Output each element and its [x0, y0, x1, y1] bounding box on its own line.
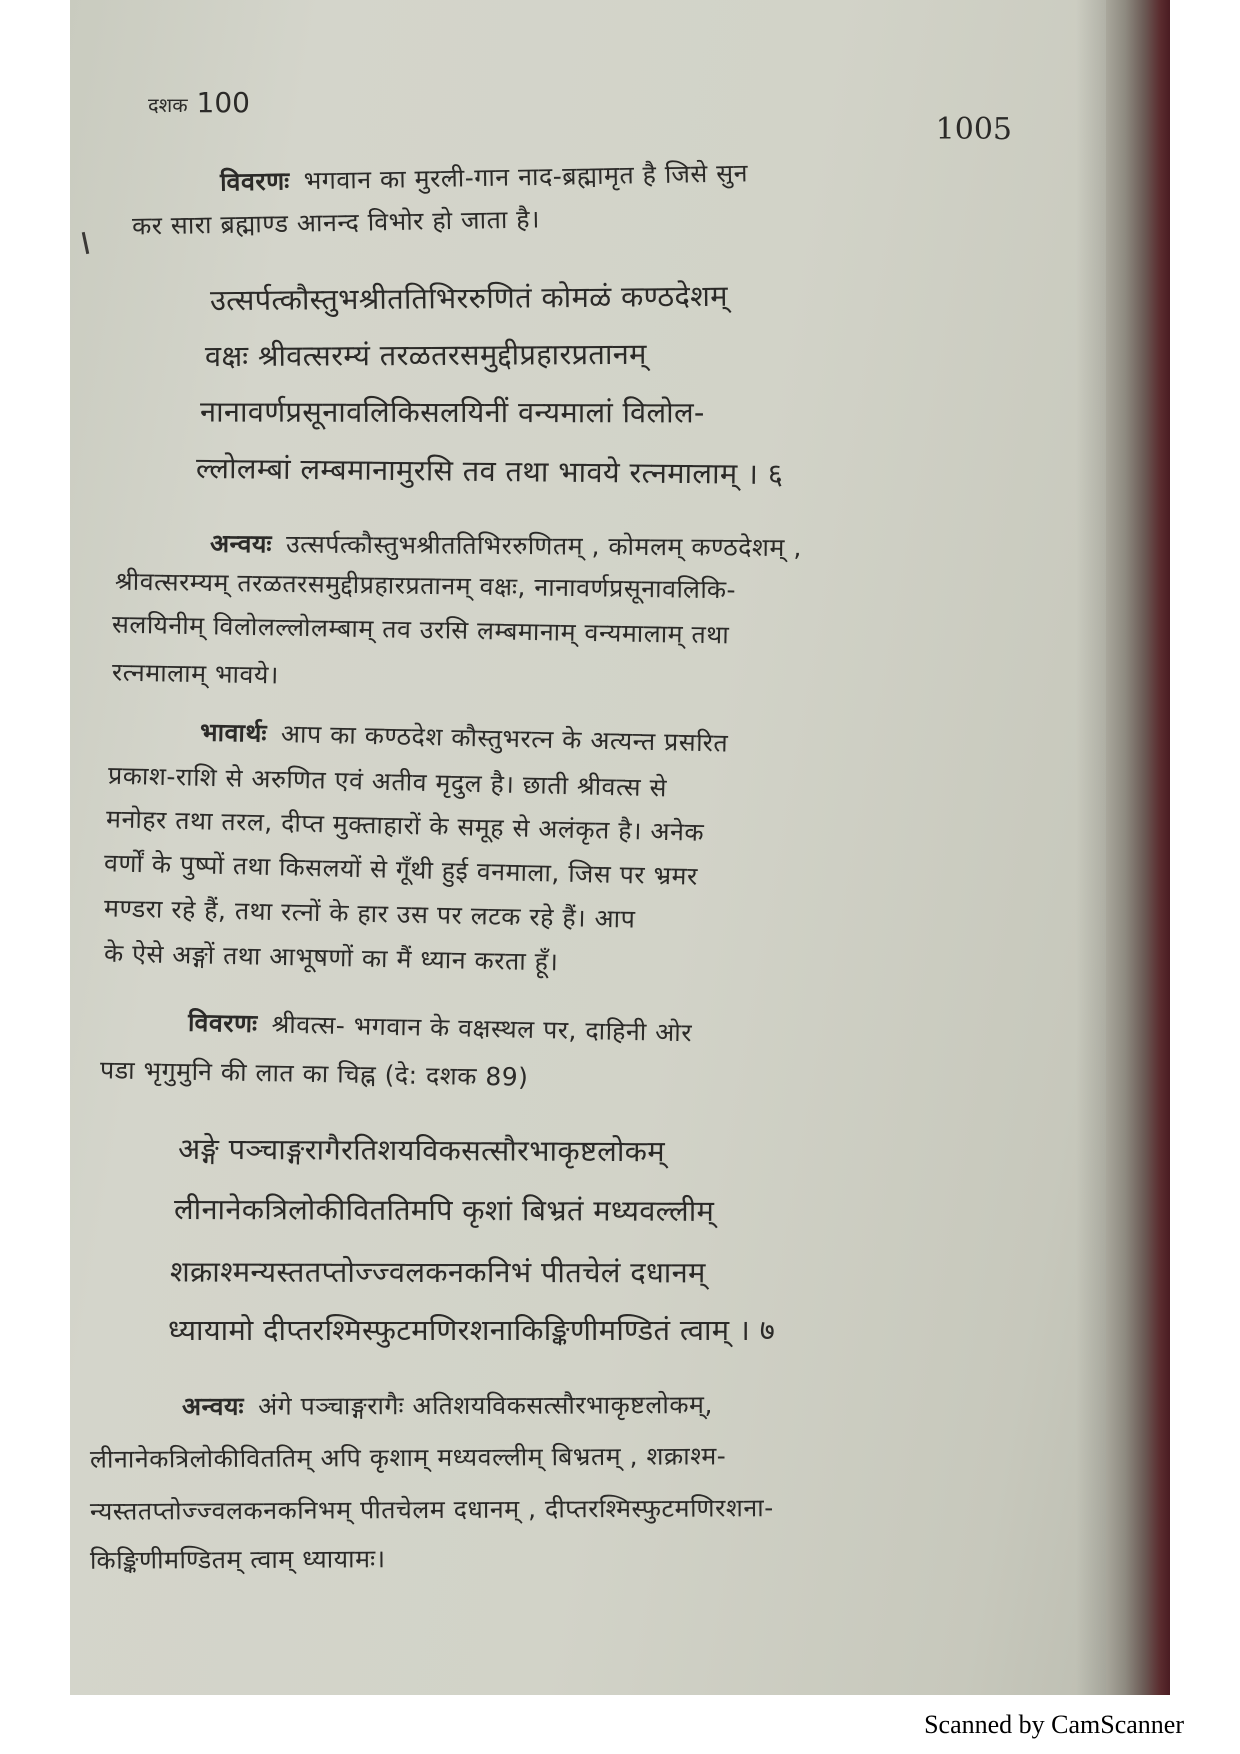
page-text	[70, 0, 1170, 1695]
block-5-line-1	[188, 1005, 693, 1050]
section-number: 100	[196, 86, 250, 119]
verse-6-line-2: वक्षः श्रीवत्सरम्यं तरळतरसमुद्दीप्रहारप्रतानम्	[204, 336, 647, 374]
block-7-line-4: किङ्किणीमण्डितम् त्वाम् ध्यायामः।	[89, 1544, 386, 1575]
section-label: दशक	[148, 93, 188, 117]
block-4-line-2: प्रकाश-राशि से अरुणित एवं अतीव मृदुल है। छाती श्रीवत्स से	[107, 760, 668, 803]
block-3-line-2: श्रीवत्सरम्यम् तरळतरसमुद्दीप्रहारप्रतानम् वक्षः, नानावर्णप्रसूनावलिकि-	[114, 566, 737, 605]
block-7-label: अन्वयः	[181, 1391, 245, 1421]
verse-6-line-3: नानावर्णप्रसूनावलिकिसलयिनीं वन्यमालां विलोल-	[199, 394, 705, 430]
scanner-watermark: Scanned by CamScanner	[924, 1710, 1184, 1739]
block-4-line-5: मण्डरा रहे हैं, तथा रत्नों के हार उस पर लटक रहे हैं। आप	[103, 893, 636, 934]
verse-7-line-1: अङ्गे पञ्चाङ्गरागैरतिशयविकसत्सौरभाकृष्टलोकम्	[177, 1131, 666, 1169]
scanned-page-photo	[70, 0, 1170, 1695]
block-5-line-2: पडा भृगुमुनि की लात का चिह्न (दे: दशक 89)	[99, 1055, 529, 1092]
block-5-label: विवरणः	[187, 1007, 258, 1039]
block-1-text-1: भगवान का मुरली-गान नाद-ब्रह्मामृत है जिसे सुन	[303, 158, 749, 196]
block-7-line-2: लीनानेकत्रिलोकीविततिम् अपि कृशाम् मध्यवल्लीम् बिभ्रतम् , शक्राश्म-	[89, 1441, 727, 1474]
block-3-line-3: सलयिनीम् विलोलल्लोलम्बाम् तव उरसि लम्बमानाम् वन्यमालाम् तथा	[111, 609, 730, 650]
block-7-line-1	[182, 1387, 713, 1423]
verse-6-line-4: ल्लोलम्बां लम्बमानामुरसि तव तथा भावये रत्नमालाम् । ६	[195, 450, 784, 492]
block-1-line-2: कर सारा ब्रह्माण्ड आनन्द विभोर हो जाता है।	[131, 204, 541, 241]
block-1-label: विवरणः	[219, 166, 290, 197]
section-header	[148, 86, 250, 119]
block-4-line-4: वर्णों के पुष्पों तथा किसलयों से गूँथी हुई वनमाला, जिस पर भ्रमर	[103, 848, 699, 891]
block-4-line-1	[200, 714, 729, 759]
block-3-text-1: उत्सर्पत्कौस्तुभश्रीततिभिररुणितम् , कोमलम् कण्ठदेशम् ,	[285, 529, 802, 563]
block-4-label: भावार्थः	[199, 717, 268, 748]
block-7-line-3: न्यस्ततप्तोज्ज्वलकनकनिभम् पीतचेलम दधानम् , दीप्तरश्मिस्फुटमणिरशना-	[89, 1493, 774, 1526]
block-7-text-1: अंगे पञ्चाङ्गरागैः अतिशयविकसत्सौरभाकृष्टलोकम्,	[257, 1390, 713, 1421]
block-3-label: अन्वयः	[209, 528, 273, 559]
verse-7-line-4: ध्यायामो दीप्तरश्मिस्फुटमणिरशनाकिङ्किणीमण्डितं त्वाम् । ७	[168, 1313, 776, 1347]
block-3-line-4: रत्नमालाम् भावये।	[111, 657, 280, 690]
verse-6-line-1: उत्सर्पत्कौस्तुभश्रीततिभिररुणितं कोमळं कण्ठदेशम्	[209, 278, 728, 318]
verse-7-line-2: लीनानेकत्रिलोकीविततिमपि कृशां बिभ्रतं मध्यवल्लीम्	[173, 1192, 715, 1228]
verse-7-line-3: शक्राश्मन्यस्ततप्तोज्ज्वलकनकनिभं पीतचेलं दधानम्	[169, 1254, 706, 1290]
block-4-line-3: मनोहर तथा तरल, दीप्त मुक्ताहारों के समूह से अलंकृत है। अनेक	[105, 804, 705, 847]
block-4-line-6: के ऐसे अङ्गों तथा आभूषणों का मैं ध्यान करता हूँ।	[103, 938, 559, 977]
block-3-line-1	[210, 526, 802, 564]
block-4-text-1: आप का कण्ठदेश कौस्तुभरत्न के अत्यन्त प्रसरित	[280, 719, 729, 758]
page-number: 1005	[935, 112, 1012, 147]
block-5-text-1: श्रीवत्स- भगवान के वक्षस्थल पर, दाहिनी ओर	[271, 1009, 693, 1048]
block-1-line-1	[220, 155, 749, 198]
